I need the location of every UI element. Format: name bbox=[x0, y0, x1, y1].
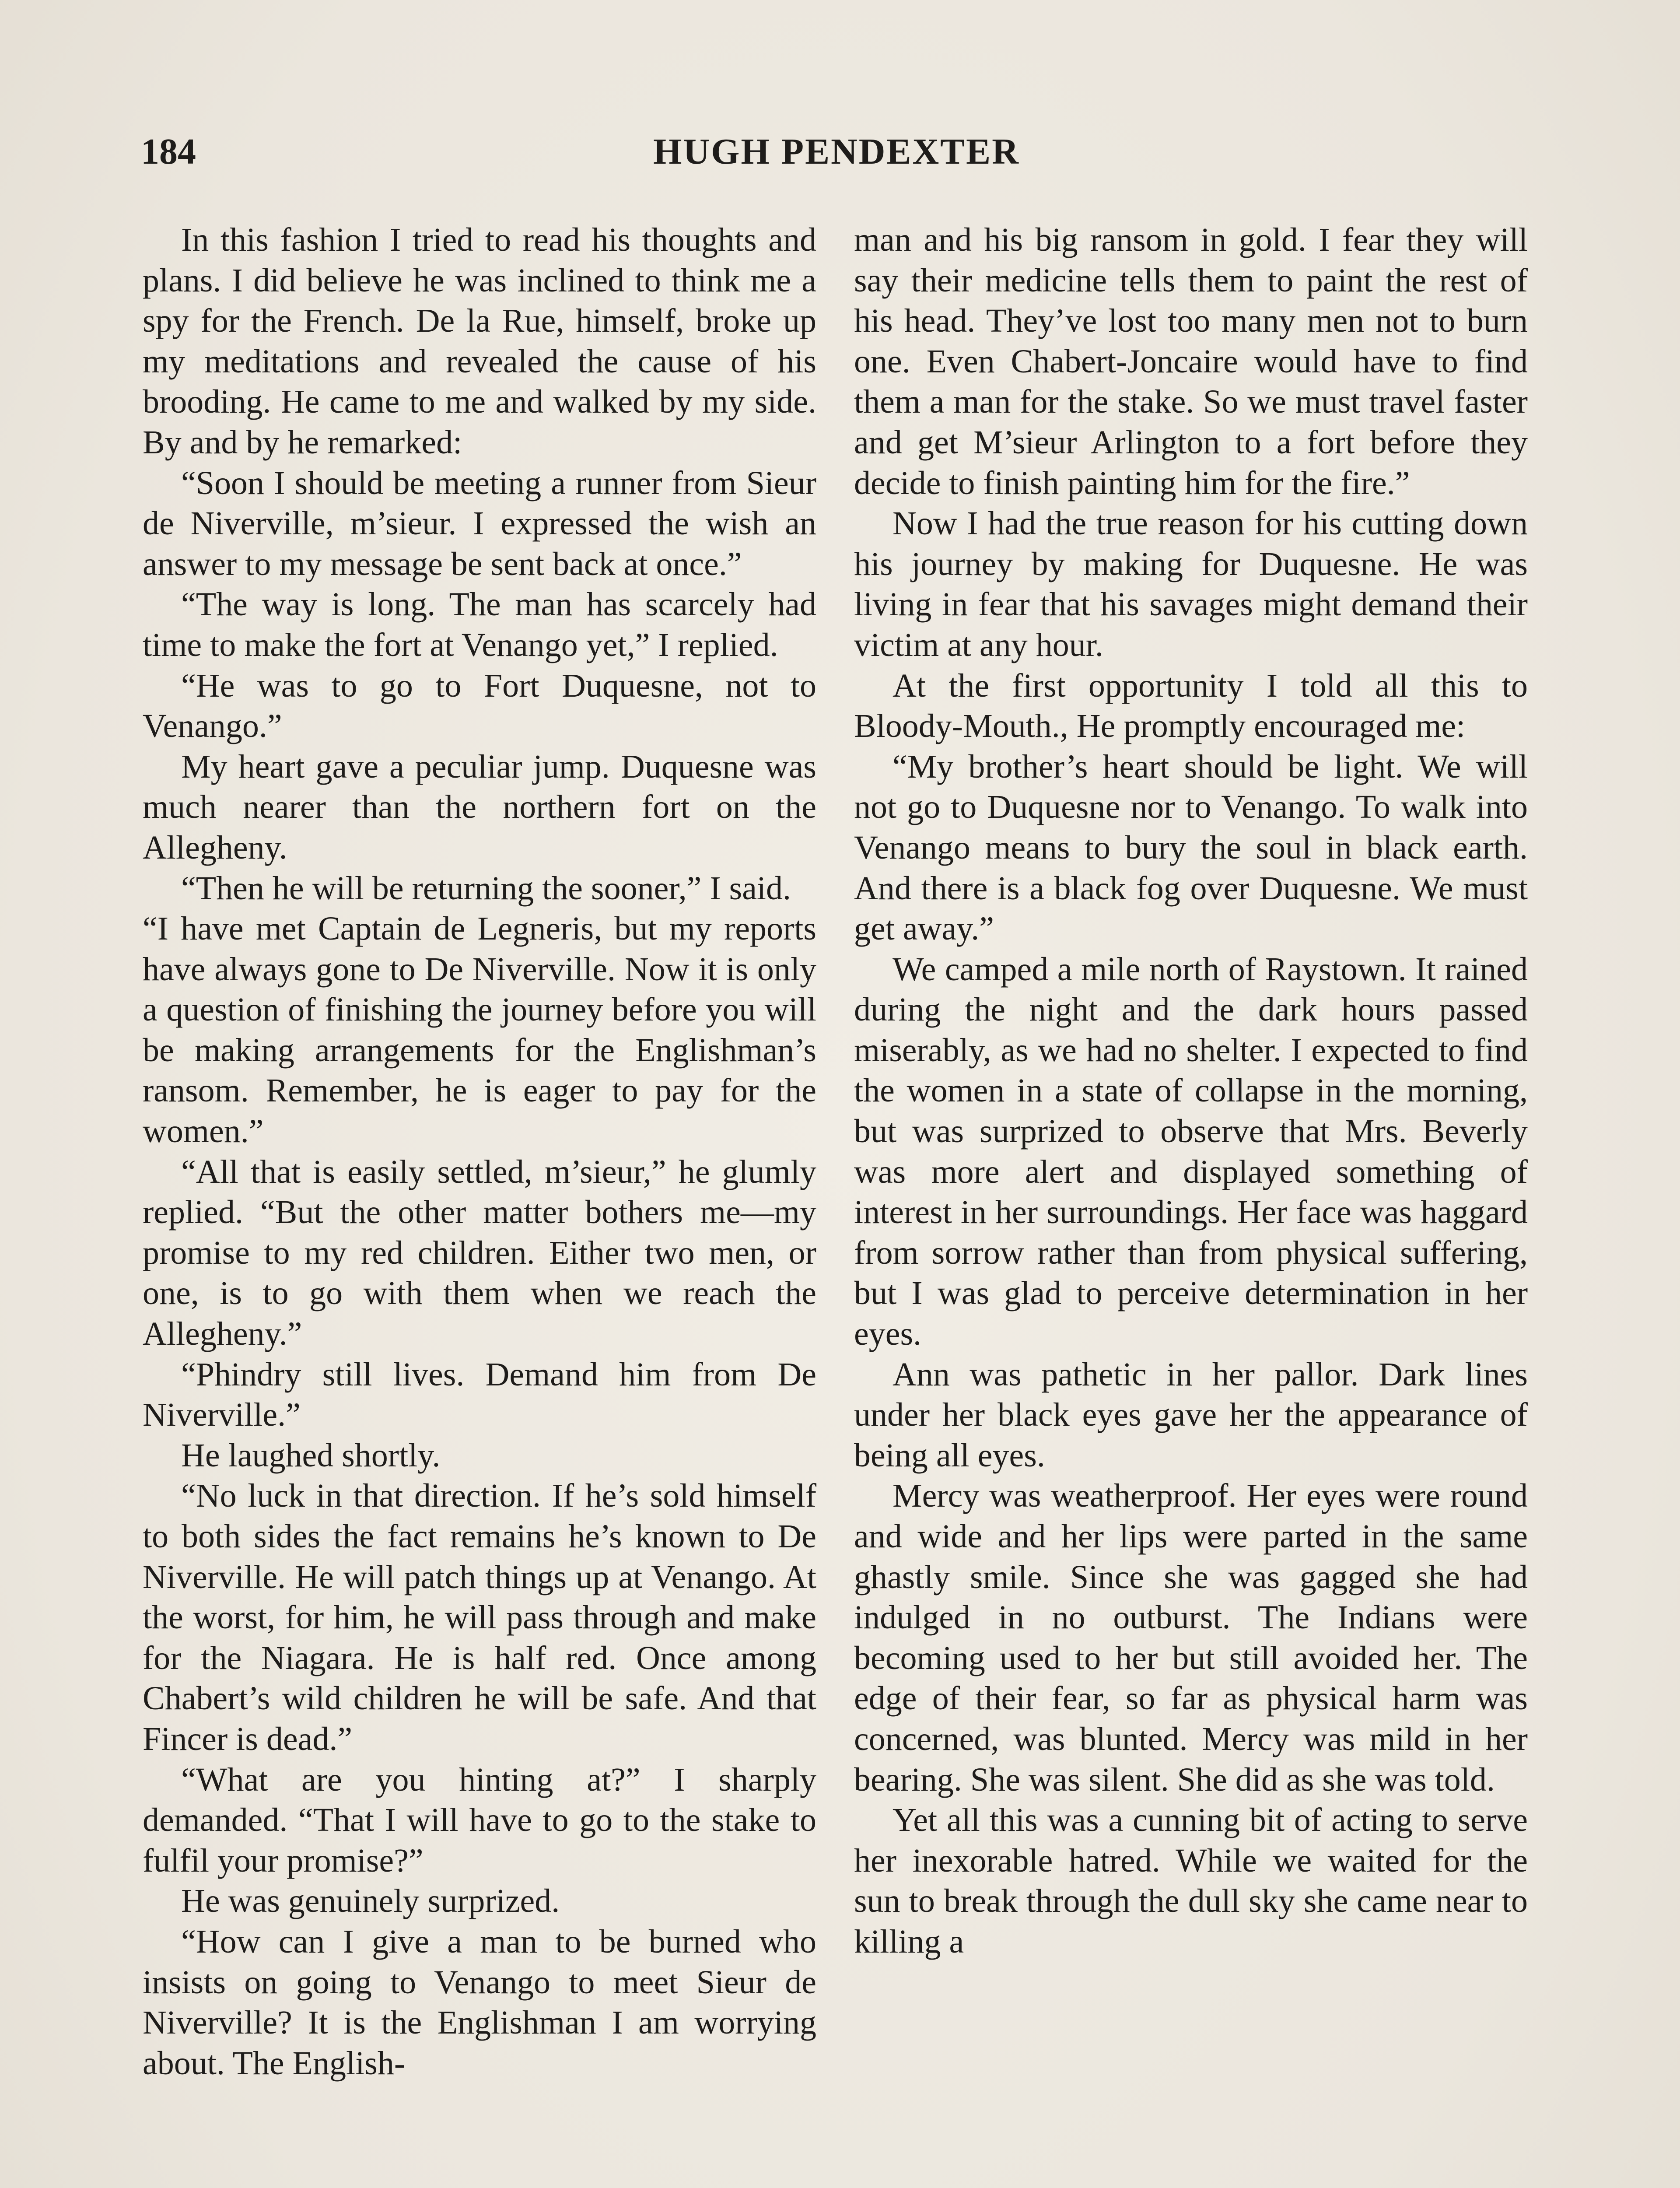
paragraph: “Soon I should be meeting a runner from Sieur de Niverville, m’sieur. I expressed the wish an answer to my message be sent back at once.” bbox=[143, 464, 816, 582]
paragraph: We camped a mile north of Raystown. It rained during the night and the dark hours passed miserably, as we had no shelter. I expected to find the women in a state of collapse in the morning, but was surprized to observe that Mrs. Beverly was more alert and displayed something of interest in her surroundings. Her face was haggard from sorrow rather than from physical suffering, but I was glad to perceive determination in her eyes. bbox=[854, 950, 1528, 1353]
paragraph: My heart gave a peculiar jump. Duquesne was much nearer than the northern fort on the Allegheny. bbox=[143, 748, 816, 866]
paragraph: “My brother’s heart should be light. We will not go to Duquesne nor to Venango. To walk into Venango means to bury the soul in black earth. And there is a black fog over Duquesne. We must get away.” bbox=[854, 748, 1528, 947]
paragraph: “Phindry still lives. Demand him from De Niverville.” bbox=[143, 1356, 816, 1434]
text-column-right bbox=[854, 220, 1528, 1962]
paragraph: In this fashion I tried to read his thoughts and plans. I did believe he was inclined to think me a spy for the French. De la Rue, himself, broke up my meditations and revealed the cause of his brooding. He came to me and walked by my side. By and by he remarked: bbox=[143, 221, 816, 461]
paragraph: “All that is easily settled, m’sieur,” he glumly replied. “But the other matter bothers me—my promise to my red children. Either two men, or one, is to go with them when we reach the Allegheny.” bbox=[143, 1153, 816, 1353]
page-number: 184 bbox=[141, 131, 196, 172]
paragraph: “The way is long. The man has scarcely had time to make the fort at Venango yet,” I replied. bbox=[143, 586, 816, 663]
paragraph: “No luck in that direction. If he’s sold himself to both sides the fact remains he’s known to De Niverville. He will patch things up at Venango. At the worst, for him, he will pass through and make for the Niagara. He is half red. Once among Chabert’s wild children he will be safe. And that Fincer is dead.” bbox=[143, 1477, 816, 1757]
paragraph: Ann was pathetic in her pallor. Dark lines under her black eyes gave her the appearance of being all eyes. bbox=[854, 1356, 1528, 1474]
paragraph: Yet all this was a cunning bit of acting to serve her inexorable hatred. While we waited for the sun to break through the dull sky she came near to killing a bbox=[854, 1802, 1528, 1960]
text-column-left bbox=[143, 220, 816, 2083]
paragraph: “What are you hinting at?” I sharply demanded. “That I will have to go to the stake to fulfil your promise?” bbox=[143, 1761, 816, 1879]
paragraph: He was genuinely surprized. bbox=[181, 1883, 560, 1920]
paragraph: “He was to go to Fort Duquesne, not to Venango.” bbox=[143, 667, 816, 745]
paragraph: At the first opportunity I told all this to Bloody-Mouth., He promptly encouraged me: bbox=[854, 667, 1528, 745]
paragraph: Mercy was weatherproof. Her eyes were round and wide and her lips were parted in the same ghastly smile. Since she was gagged she had indulged in no outburst. The Indians were becoming used to her but still avoided her. The edge of their fear, so far as physical harm was concerned, was blunted. Mercy was mild in her bearing. She was silent. She did as she was told. bbox=[854, 1477, 1528, 1798]
paragraph: “Then he will be returning the sooner,” I said. bbox=[181, 870, 791, 907]
paragraph: Now I had the true reason for his cutting down his journey by making for Duquesne. He was living in fear that his savages might demand their victim at any hour. bbox=[854, 505, 1528, 663]
paragraph: “How can I give a man to be burned who insists on going to Venango to meet Sieur de Niverville? It is the Englishman I am worrying about. The English- bbox=[143, 1923, 816, 2082]
paragraph: He laughed shortly. bbox=[181, 1437, 441, 1474]
paragraph: man and his big ransom in gold. I fear they will say their medicine tells them to paint the rest of his head. They’ve lost too many men not to burn one. Even Chabert-Joncaire would have to find them a man for the stake. So we must travel faster and get M’sieur Arlington to a fort before they decide to finish painting him for the fire.” bbox=[854, 221, 1528, 501]
page-header bbox=[141, 128, 1532, 185]
paragraph: “I have met Captain de Legneris, but my reports have always gone to De Niverville. Now it is only a question of finishing the journey before you will be making arrangements for the Englishman’s ransom. Remember, he is eager to pay for the women.” bbox=[143, 910, 816, 1150]
running-head: HUGH PENDEXTER bbox=[653, 131, 1020, 172]
